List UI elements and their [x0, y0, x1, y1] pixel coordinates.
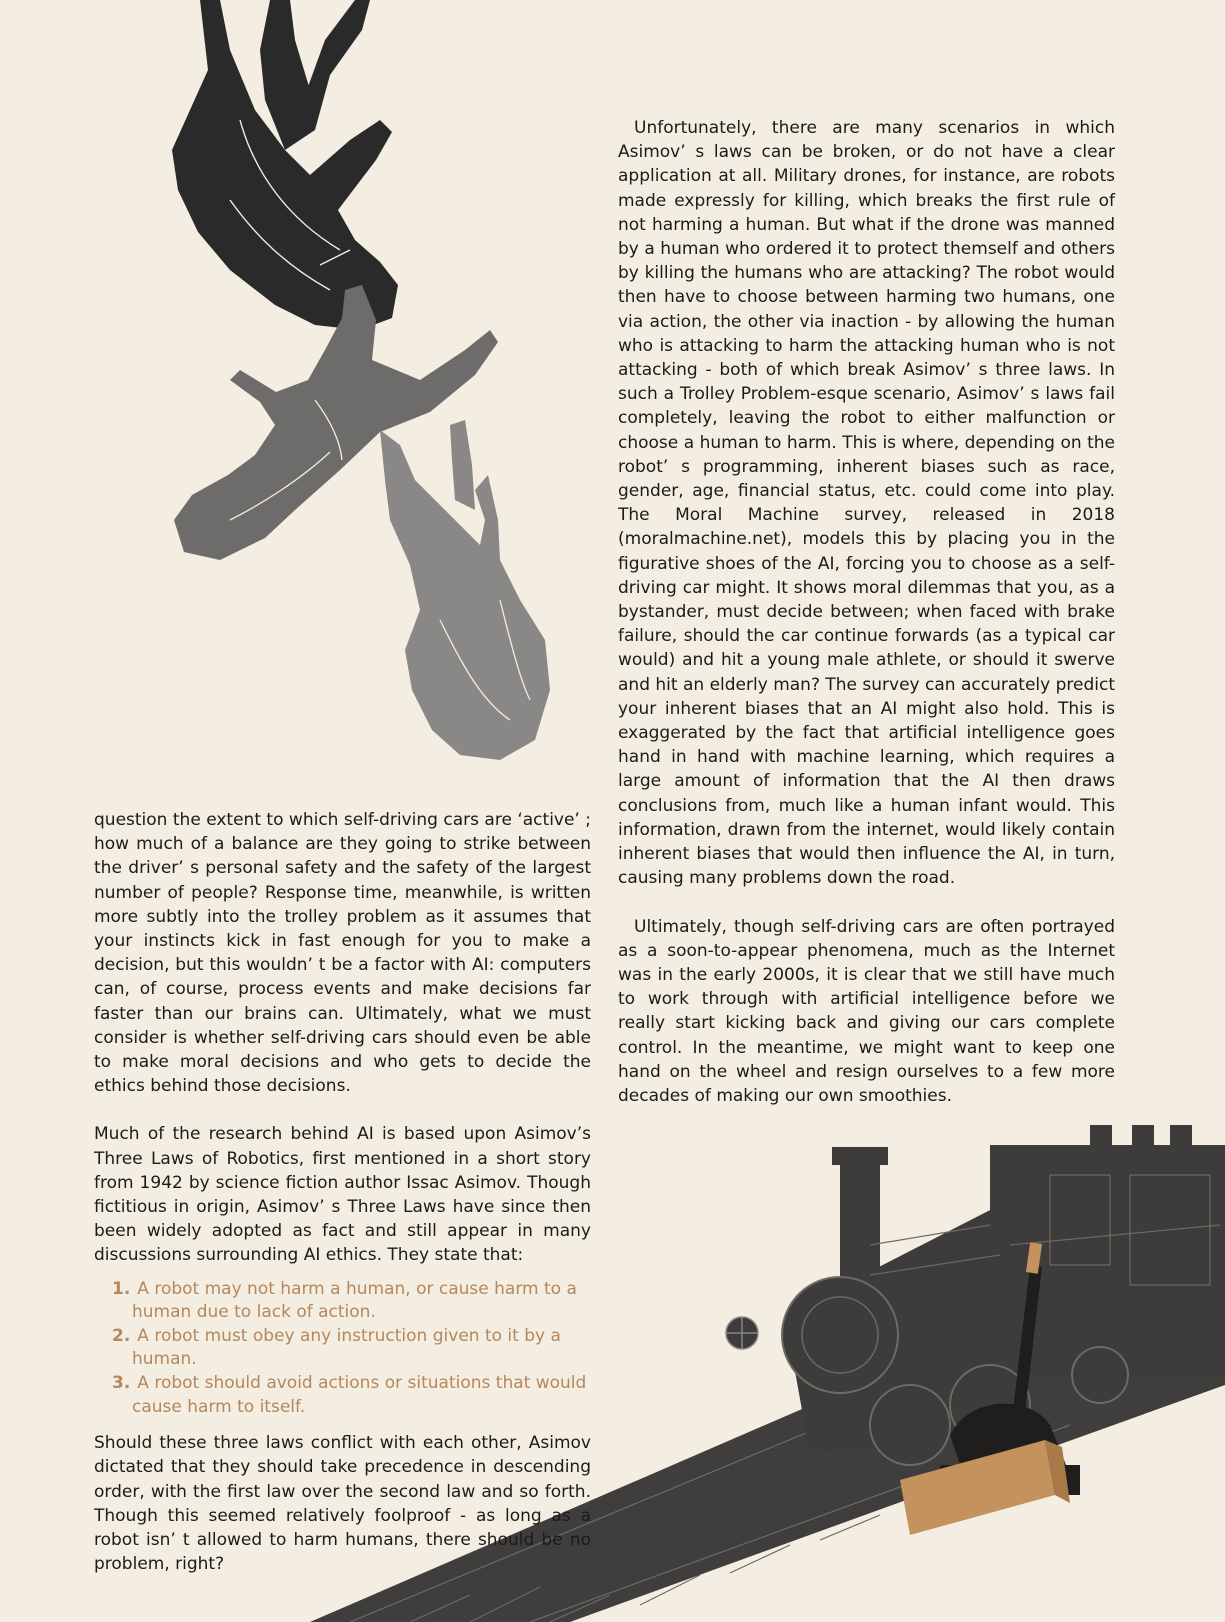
- three-laws-list: [94, 1278, 591, 1420]
- law-item: [112, 1325, 591, 1372]
- law-item: [112, 1278, 591, 1325]
- right-text-column: [618, 116, 1115, 1108]
- body-paragraph: Should these three laws conflict with each other, Asimov dictated that they should take precedence in descending order, with the first law over the second law and so forth. Though this seemed relatively foolproof - as long as a robot isn’ t allowed to harm humans, there should be no problem, right?: [94, 1433, 591, 1575]
- law-number: 1.: [112, 1278, 131, 1299]
- law-text: A robot should avoid actions or situations that would cause harm to itself.: [132, 1373, 587, 1417]
- body-paragraph: Ultimately, though self-driving cars are often portrayed as a soon-to-appear phenomena, much as the Internet was in the early 2000s, it is clear that we still have much to work through with artificial intelligence before we really start kicking back and giving our cars complete control. In the meantime, we might want to keep one hand on the wheel and resign ourselves to a few more decades of making our own smoothies.: [618, 916, 1115, 1106]
- law-item: [112, 1372, 591, 1419]
- law-text: A robot must obey any instruction given to it by a human.: [132, 1325, 561, 1370]
- body-paragraph: Much of the research behind AI is based upon Asimov’s Three Laws of Robotics, first mentioned in a short story from 1942 by science fiction author Issac Asimov. Though fictitious in origin, Asimov’ s Three Laws have since then been widely adopted as fact and still appear in many discussions surrounding AI ethics. They state that:: [94, 1124, 591, 1266]
- dark-falling-figure: [172, 0, 398, 330]
- body-paragraph: Unfortunately, there are many scenarios in which Asimov’ s laws can be broken, or do not have a clear application at all. Military drones, for instance, are robots made expressly for killing, which breaks the first rule of not harming a human. But what if the drone was manned by a human who ordered it to protect themself and others by killing the humans who are attacking? The robot would then have to choose between harming two humans, one via action, the other via inaction - by allowing the human who is attacking to harm the attacking human who is not attacking - both of which break Asimov’ s three laws. In such a Trolley Problem-esque scenario, Asimov’ s laws fail completely, leaving the robot to either malfunction or choose a human to harm. This is where, depending on the robot’ s programming, inherent biases such as race, gender, age, financial status, etc. could come into play. The Moral Machine survey, released in 2018 (moralmachine.net), models this by placing you in the figurative shoes of the AI, forcing you to choose as a self-driving car might. It shows moral dilemmas that you, as a bystander, must decide between; when faced with brake failure, should the car continue forwards (as a typical car would) and hit a young male athlete, or should it swerve and hit an elderly man? The survey can accurately predict your inherent biases that an AI might also hold. This is exaggerated by the fact that artificial intelligence goes hand in hand with machine learning, which requires a large amount of information that the AI then draws conclusions from, much like a human infant would. This information, drawn from the internet, would likely contain inherent biases that would then influence the AI, in turn, causing many problems down the road.: [618, 118, 1115, 889]
- law-number: 3.: [112, 1373, 131, 1394]
- law-number: 2.: [112, 1325, 131, 1346]
- light-grey-falling-figure: [380, 420, 550, 760]
- law-text: A robot may not harm a human, or cause harm to a human due to lack of action.: [132, 1278, 577, 1323]
- left-text-column: [94, 808, 591, 1576]
- body-paragraph: question the extent to which self-driving cars are ‘active’ ; how much of a balance are they going to strike between the driver’ s personal safety and the safety of the largest number of people? Response time, meanwhile, is written more subtly into the trolley problem as it assumes that your instincts kick in fast enough for you to make a decision, but this wouldn’ t be a factor with AI: computers can, of course, process events and make decisions far faster than our brains can. Ultimately, what we must consider is whether self-driving cars should even be able to make moral decisions and who gets to decide the ethics behind those decisions.: [94, 810, 591, 1097]
- falling-figures-illustration: [80, 0, 550, 780]
